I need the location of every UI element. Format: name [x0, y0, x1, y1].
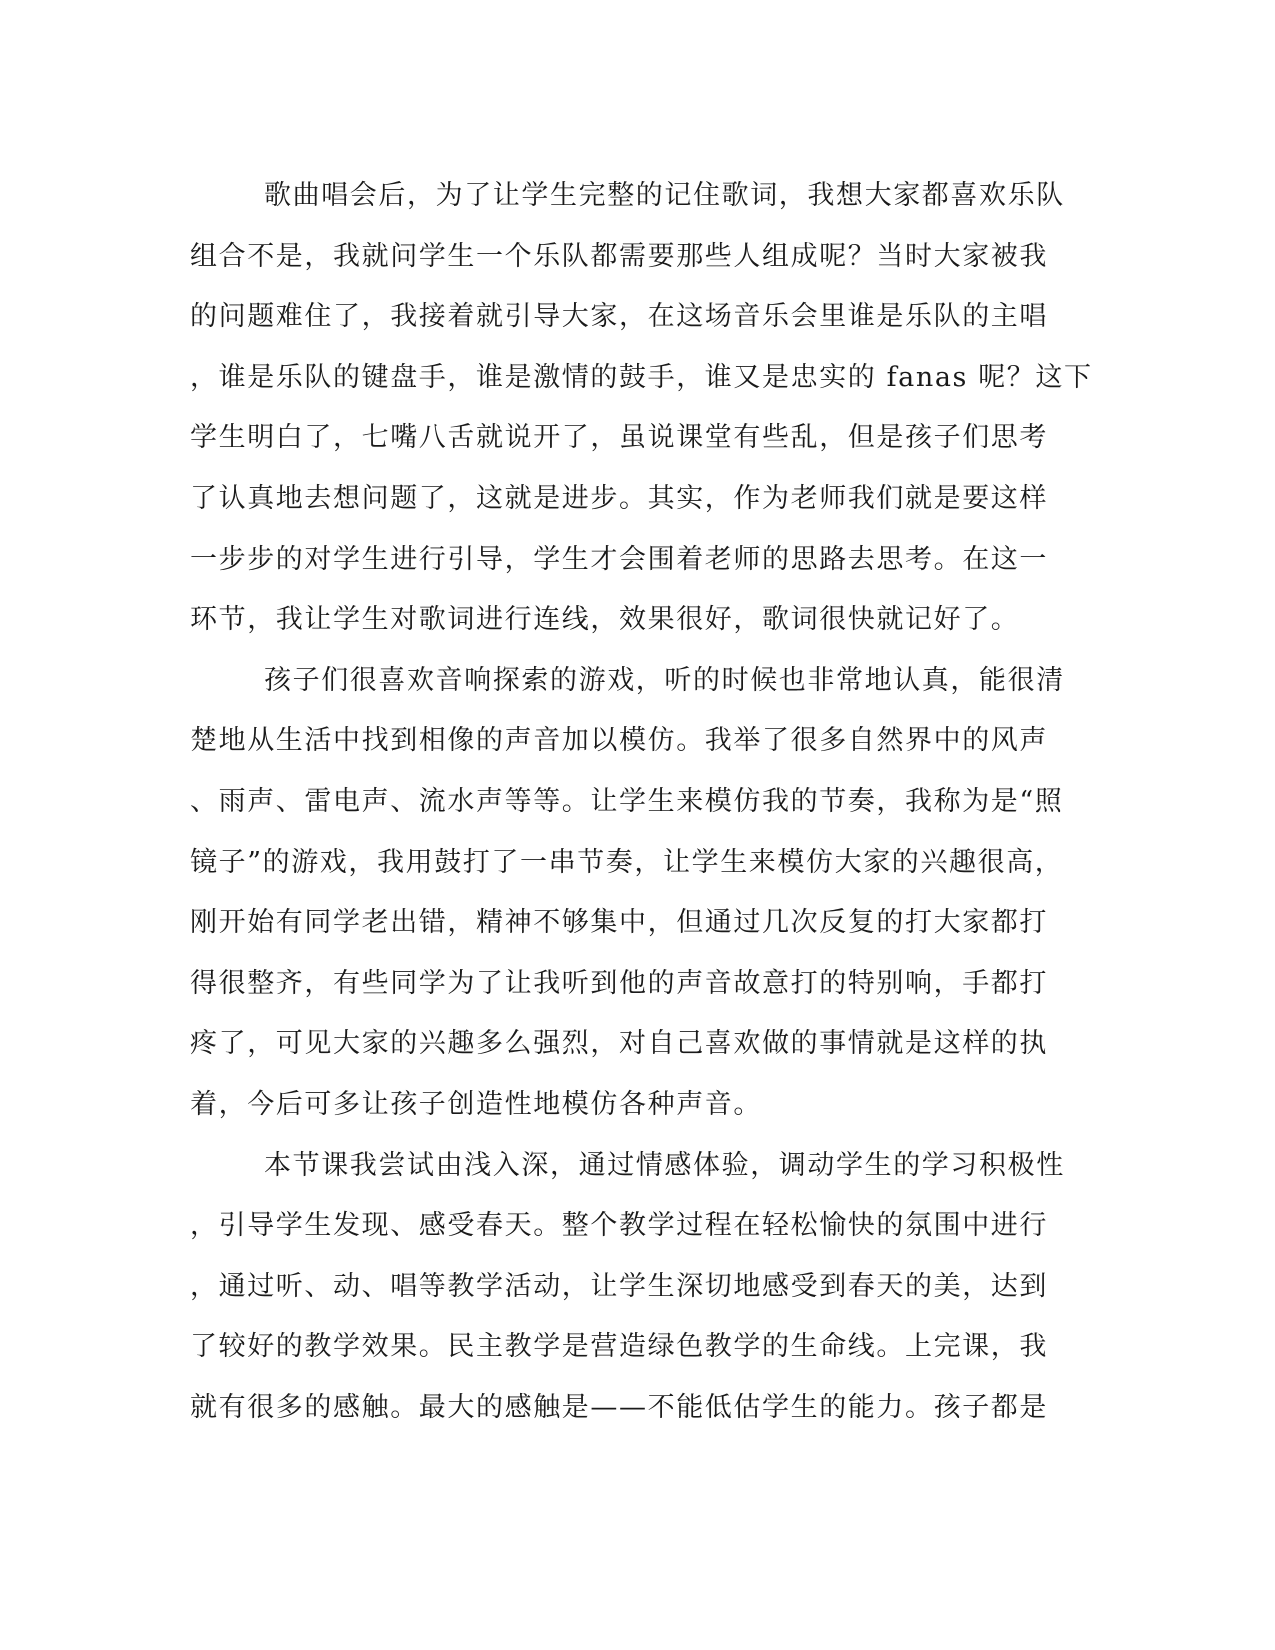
- paragraph-3-line-4: 了较好的教学效果。民主教学是营造绿色教学的生命线。上完课，我: [190, 1331, 1048, 1363]
- paragraph-2-line-4: 镜子”的游戏，我用鼓打了一串节奏，让学生来模仿大家的兴趣很高，: [190, 846, 1064, 878]
- paragraph-1-line-8: 环节，我让学生对歌词进行连线，效果很好，歌词很快就记好了。: [190, 604, 1020, 636]
- paragraph-1-line-6: 了认真地去想问题了，这就是进步。其实，作为老师我们就是要这样: [190, 482, 1048, 514]
- paragraph-2-line-1: 孩子们很喜欢音响探索的游戏，听的时候也非常地认真，能很清: [264, 664, 1065, 696]
- paragraph-3-line-2: ，引导学生发现、感受春天。整个教学过程在轻松愉快的氛围中进行: [190, 1210, 1048, 1242]
- paragraph-1-line-1: 歌曲唱会后，为了让学生完整的记住歌词，我想大家都喜欢乐队: [264, 180, 1065, 211]
- paragraph-3-line-3: ，通过听、动、唱等教学活动，让学生深切地感受到春天的美，达到: [190, 1270, 1048, 1302]
- paragraph-2-line-6: 得很整齐，有些同学为了让我听到他的声音故意打的特别响，手都打: [190, 967, 1048, 999]
- paragraph-2-line-8: 着，今后可多让孩子创造性地模仿各种声音。: [190, 1088, 762, 1120]
- paragraph-1-line-7: 一步步的对学生进行引导，学生才会围着老师的思路去思考。在这一: [190, 543, 1048, 575]
- paragraph-2-line-5: 刚开始有同学老出错，精神不够集中，但通过几次反复的打大家都打: [190, 907, 1048, 939]
- paragraph-3-line-5: 就有很多的感触。最大的感触是——不能低估学生的能力。孩子都是: [190, 1391, 1048, 1423]
- document-body: [190, 166, 1093, 1438]
- paragraph-1-line-3: 的问题难住了，我接着就引导大家，在这场音乐会里谁是乐队的主唱: [190, 301, 1048, 333]
- paragraph-2-line-2: 楚地从生活中找到相像的声音加以模仿。我举了很多自然界中的风声: [190, 725, 1048, 757]
- paragraph-1-line-2: 组合不是，我就问学生一个乐队都需要那些人组成呢？当时大家被我: [190, 240, 1048, 272]
- paragraph-1-line-5: 学生明白了，七嘴八舌就说开了，虽说课堂有些乱，但是孩子们思考: [190, 422, 1048, 454]
- paragraph-2-line-7: 疼了，可见大家的兴趣多么强烈，对自己喜欢做的事情就是这样的执: [190, 1028, 1048, 1060]
- paragraph-2-line-3: 、雨声、雷电声、流水声等等。让学生来模仿我的节奏，我称为是“照: [190, 785, 1064, 817]
- paragraph-3-line-1: 本节课我尝试由浅入深，通过情感体验，调动学生的学习积极性: [264, 1149, 1065, 1181]
- paragraph-1-line-4: ，谁是乐队的键盘手，谁是激情的鼓手，谁又是忠实的 fanas 呢？这下: [190, 361, 1093, 393]
